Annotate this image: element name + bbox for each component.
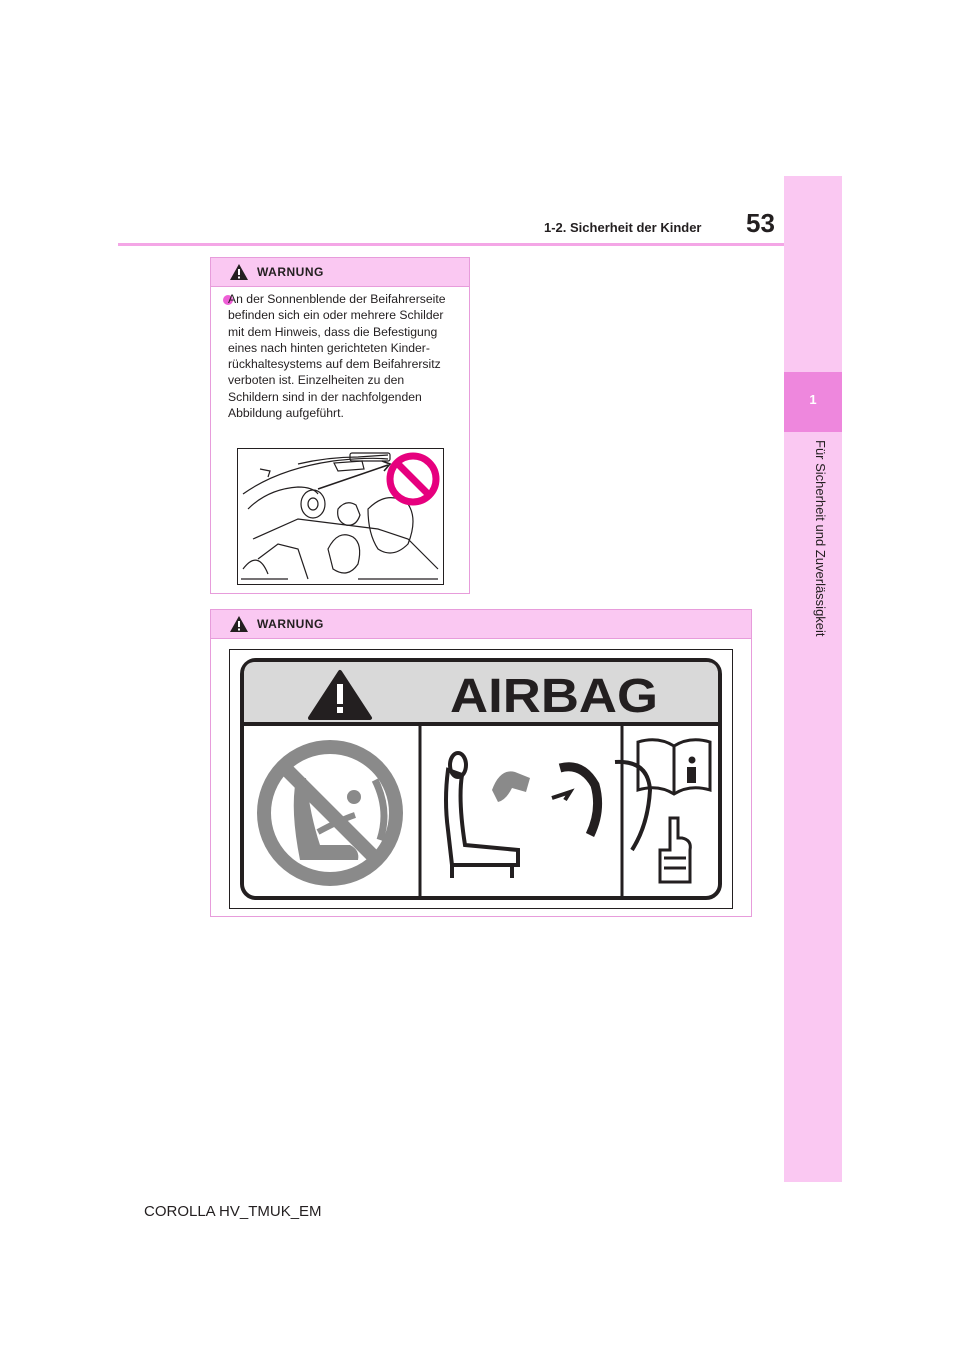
warning-triangle-icon xyxy=(229,263,249,281)
sunvisor-illustration xyxy=(237,448,444,585)
no-rear-facing-child-seat-icon xyxy=(264,747,396,879)
chapter-side-tab xyxy=(784,176,842,1182)
footer-model-code: COROLLA HV_TMUK_EM xyxy=(144,1203,322,1220)
airbag-warning-label xyxy=(230,650,732,908)
header-divider xyxy=(118,243,784,246)
warning-box-airbag-label xyxy=(210,609,752,917)
airbag-label-text: AIRBAG xyxy=(450,670,658,723)
warning-header xyxy=(211,610,751,639)
chapter-title: Für Sicherheit und Zuverlässigkeit xyxy=(813,440,828,637)
chapter-number: 1 xyxy=(809,392,817,407)
warning-header xyxy=(211,258,469,287)
warning-title: WARNUNG xyxy=(257,617,324,631)
section-title: 1-2. Sicherheit der Kinder xyxy=(544,220,702,235)
prohibition-sign-icon xyxy=(390,456,436,502)
warning-body-text: An der Sonnenblende der Beifahrerseite befinden sich ein oder mehrere Schilder mit dem Hinweis, dass die Befestigung eines nach hinten gerichteten Kinderrückhaltesystems auf dem Beifahrersitz verboten ist. Einzelheiten zu den Schildern sind in der nachfolgenden Abbildung aufgeführt. xyxy=(228,292,446,421)
chapter-number-tab xyxy=(784,372,842,432)
warning-box-sunvisor xyxy=(210,257,470,594)
airbag-label-illustration xyxy=(229,649,733,909)
warning-title: WARNUNG xyxy=(257,265,324,279)
page-number: 53 xyxy=(746,208,775,238)
warning-triangle-icon xyxy=(229,615,249,633)
car-interior-airbag-illustration xyxy=(238,449,443,584)
